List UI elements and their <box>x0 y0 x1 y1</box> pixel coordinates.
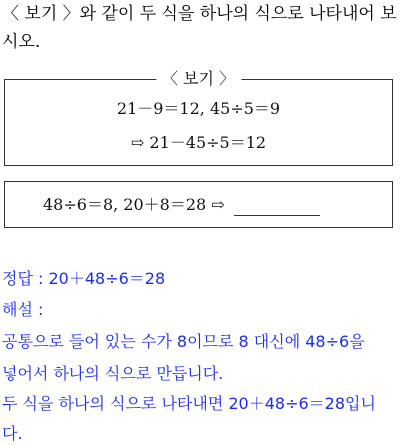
example-box-label: 〈 보기 〉 <box>156 69 241 89</box>
explanation-line-3: 두 식을 하나의 식으로 나타내면 20＋48÷6＝28입니 <box>2 394 376 413</box>
example-box <box>4 69 393 166</box>
question-line-2: 시오. <box>2 32 41 52</box>
explanation-line-4: 다. <box>2 424 23 443</box>
example-equation-1: 21－9＝12, 45÷5＝9 <box>116 99 281 118</box>
answer-line: 정답 : 20＋48÷6＝28 <box>2 269 166 288</box>
explanation-line-1: 공통으로 들어 있는 수가 8이므로 8 대신에 48÷6을 <box>2 332 365 351</box>
explanation-line-2: 넣어서 하나의 식으로 만듭니다. <box>2 364 224 383</box>
problem-expression: 48÷6＝8, 20＋8＝28 ⇨ <box>43 195 225 214</box>
question-line-1: 〈 보기 〉와 같이 두 식을 하나의 식으로 나타내어 보 <box>2 4 397 24</box>
explanation-heading: 해설 : <box>2 300 44 319</box>
example-equation-2: ⇨ 21－45÷5＝12 <box>130 133 267 152</box>
problem-box <box>4 181 393 228</box>
answer-blank[interactable] <box>234 197 320 216</box>
problem-expression-row <box>43 194 320 216</box>
